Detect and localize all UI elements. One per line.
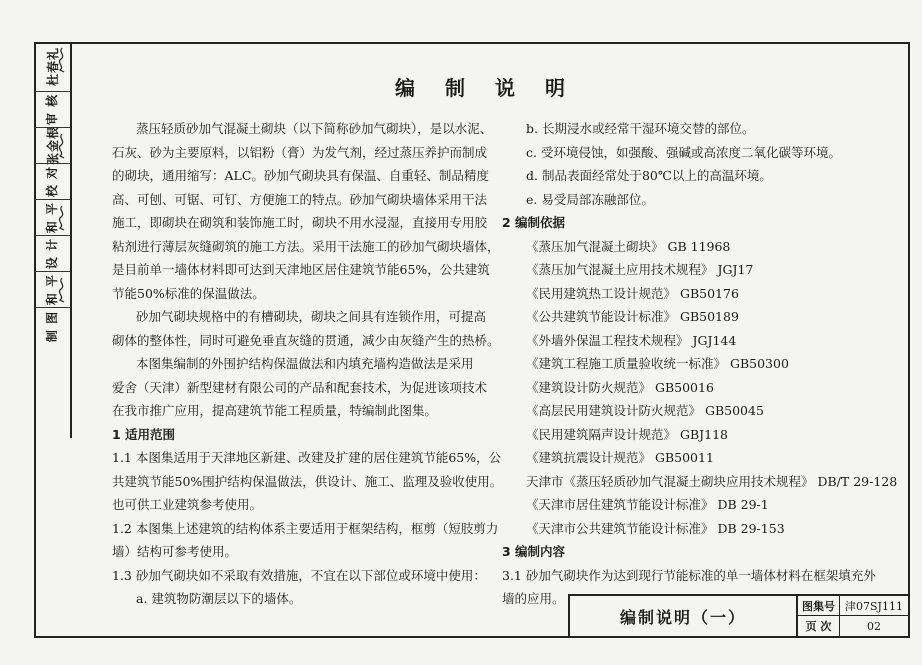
- text-line: 共建筑节能50%围护结构保温做法，供设计、施工、监理及验收使用。: [112, 473, 503, 489]
- left-column: [112, 117, 503, 611]
- text-line: 1.2 本图集上述建筑的结构体系主要适用于框架结构，框剪（短肢剪力: [112, 520, 499, 536]
- text-line: 粘剂进行薄层灰缝砌筑的施工方法。采用干法施工的砂加气砌块墙体，: [112, 238, 500, 254]
- text-line: 《蒸压加气混凝土砌块》 GB 11968: [526, 238, 731, 254]
- text-line: 《民用建筑热工设计规范》 GB50176: [526, 285, 739, 301]
- text-line: 《建筑工程施工质量验收统一标准》 GB50300: [526, 356, 789, 371]
- sidebar-cell: [34, 272, 70, 308]
- sidebar-label: 和 平: [45, 201, 60, 234]
- text-line: 节能50%标准的保温做法。: [112, 285, 265, 301]
- sidebar-label: 校 对: [45, 165, 60, 198]
- sidebar-cell: [34, 308, 70, 344]
- text-line: 施工，即砌块在砌筑和装饰施工时，砌块不用水浸湿，直接用专用胶: [112, 215, 488, 230]
- handwritten-signature: [56, 46, 68, 74]
- handwritten-signature: [56, 204, 68, 232]
- text-line: 1.3 砂加气砌块如不采取有效措施，不宜在以下部位或环境中使用：: [112, 567, 486, 583]
- sidebar-cell: [34, 236, 70, 272]
- text-line: 蒸压轻质砂加气混凝土砌块（以下简称砂加气砌块），是以水泥、: [136, 121, 493, 136]
- text-line: 1.1 本图集适用于天津地区新建、改建及扩建的居住建筑节能65%，公: [112, 450, 502, 465]
- page-title: 编制说明: [395, 76, 595, 100]
- section-heading: 1 适用范围: [112, 426, 176, 442]
- sidebar-label: 审 核: [45, 93, 60, 126]
- text-line: 《外墙外保温工程技术规程》 JGJ144: [526, 332, 737, 348]
- text-line: d. 制品表面经常处于80℃以上的高温环境。: [526, 168, 772, 183]
- right-column: [502, 117, 898, 611]
- section-heading: 2 编制依据: [502, 215, 566, 230]
- sidebar-cell: [34, 92, 70, 128]
- text-line: e. 易受局部冻融部位。: [526, 191, 654, 207]
- text-line: c. 受环境侵蚀，如强酸、强碱或高浓度二氧化碳等环境。: [526, 144, 841, 160]
- text-line: 本图集编制的外围护结构保温做法和内填充墙构造做法是采用: [136, 356, 474, 371]
- handwritten-signature: [56, 276, 68, 304]
- sidebar-label: 和 平: [45, 273, 60, 306]
- sidebar-label: 制 图: [45, 310, 60, 342]
- text-line: 《公共建筑节能设计标准》 GB50189: [526, 309, 739, 324]
- text-line: 《蒸压加气混凝土应用技术规程》 JGJ17: [526, 262, 754, 277]
- title-block-name: 编制说明（一）: [570, 596, 798, 636]
- text-line: 砌体的整体性，同时可避免垂直灰缝的贯通，减少由灰缝产生的热桥。: [112, 332, 500, 348]
- text-line: 《建筑抗震设计规范》 GB50011: [526, 450, 714, 465]
- sidebar-label: 杜春礼: [45, 46, 60, 87]
- page-number-value: 02: [867, 619, 881, 633]
- text-line: 墙）结构可参考使用。: [112, 544, 238, 559]
- sidebar-cell: [34, 42, 70, 92]
- text-line: 在我市推广应用，提高建筑节能工程质量，特编制此图集。: [112, 403, 438, 418]
- atlas-number-value: 津07SJ111: [840, 596, 908, 616]
- text-line: 墙的应用。: [502, 591, 565, 606]
- section-heading: 3 编制内容: [502, 544, 566, 559]
- text-line: 《天津市公共建筑节能设计标准》 DB 29-153: [526, 520, 785, 536]
- text-line: 《天津市居住建筑节能设计标准》 DB 29-1: [526, 497, 769, 512]
- text-line: 是目前单一墙体材料即可达到天津地区居住建筑节能65%，公共建筑: [112, 262, 490, 277]
- text-line: 《民用建筑隔声设计规范》 GBJ118: [526, 426, 729, 442]
- signature-sidebar: [34, 42, 72, 438]
- text-line: 爱舍（天津）新型建材有限公司的产品和配套技术，为促进该项技术: [112, 379, 488, 395]
- text-line: 《建筑设计防火规范》 GB50016: [526, 379, 714, 395]
- text-line: 石灰、砂为主要原料，以铝粉（膏）为发气剂，经过蒸压养护而制成: [112, 144, 488, 160]
- text-line: b. 长期浸水或经常干湿环境交替的部位。: [526, 121, 755, 136]
- text-line: 《高层民用建筑设计防火规范》 GB50045: [526, 403, 764, 418]
- atlas-number-label: 图集号: [798, 596, 840, 616]
- sidebar-cell: [34, 200, 70, 236]
- text-line: 也可供工业建筑参考使用。: [112, 497, 263, 512]
- text-line: a. 建筑物防潮层以下的墙体。: [136, 591, 302, 606]
- sidebar-label: 设 计: [45, 237, 60, 270]
- text-line: 高、可刨、可锯、可钉、方便施工的特点。砂加气砌块墙体采用干法: [112, 191, 488, 207]
- title-block: [568, 594, 908, 636]
- text-line: 天津市《蒸压轻质砂加气混凝土砌块应用技术规程》 DB/T 29-128: [526, 473, 898, 489]
- page-number-label: 页 次: [798, 616, 840, 636]
- handwritten-signature: [56, 132, 68, 160]
- text-line: 3.1 砂加气砌块作为达到现行节能标准的单一墙体材料在框架填充外: [502, 567, 876, 583]
- sidebar-cell: [34, 125, 70, 166]
- sidebar-label: 张金根: [45, 125, 60, 166]
- text-line: 砂加气砌块规格中的有槽砌块，砌块之间具有连锁作用，可提高: [136, 309, 487, 324]
- text-line: 的砌块，通用缩写：ALC。砂加气砌块具有保温、自重轻、制品精度: [112, 168, 489, 183]
- sidebar-cell: [34, 164, 70, 200]
- title-block-grid: [798, 596, 908, 636]
